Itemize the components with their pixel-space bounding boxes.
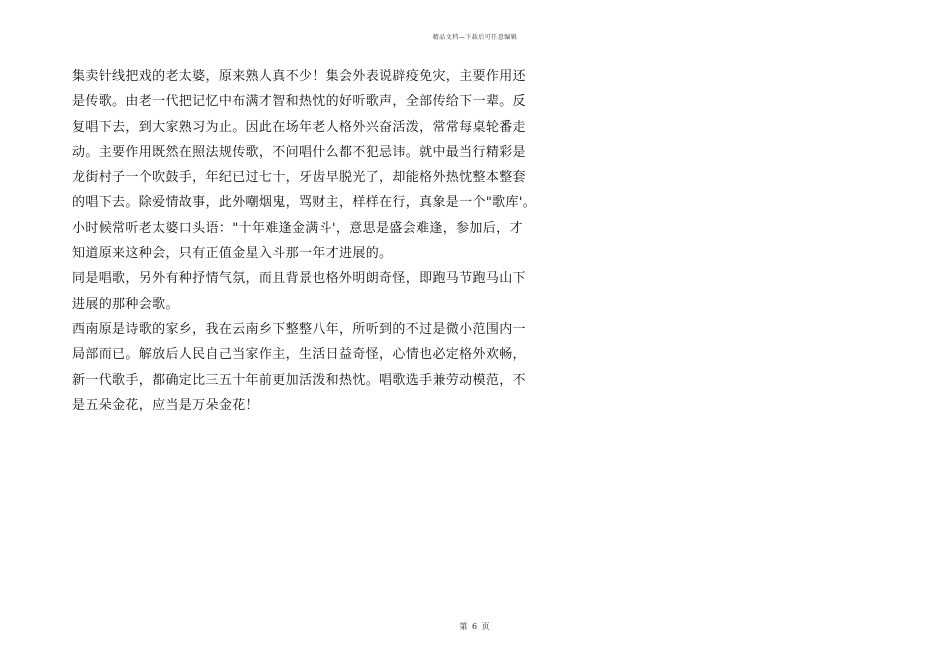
text-line: 新一代歌手，都确定比三五十年前更加活泼和热忱。唱歌选手兼劳动模范，不: [72, 372, 526, 388]
text-line: 动。主要作用既然在照法规传歌，不问唱什么都不犯忌讳。就中最当行精彩是: [72, 144, 526, 160]
text-line: 的唱下去。除爱情故事，此外嘲烟鬼，骂财主，样样在行，真象是一个"歌库'。: [72, 195, 537, 211]
text-line: 龙街村子一个吹鼓手，年纪已过七十，牙齿早脱光了，却能格外热忱整本整套: [72, 170, 526, 186]
page-number: 第 6 页: [459, 622, 491, 631]
text-line: 复唱下去，到大家熟习为止。因此在场年老人格外兴奋活泼，常常每桌轮番走: [72, 119, 526, 135]
text-line: 小时候常听老太婆口头语："十年难逢金满斗'，意思是盛会难逢，参加后，才: [72, 220, 523, 236]
text-line: 同是唱歌，另外有种抒情气氛，而且背景也格外明朗奇怪，即跑马节跑马山下: [72, 271, 526, 287]
body-text: [72, 64, 537, 418]
text-line: 知道原来这种会，只有正值金星入斗那一年才进展的。: [72, 246, 393, 262]
text-line: 进展的那种会歌。: [72, 296, 179, 312]
text-line: 西南原是诗歌的家乡，我在云南乡下整整八年，所听到的不过是微小范围内一: [72, 321, 526, 337]
text-line: 是五朵金花，应当是万朵金花！: [72, 397, 259, 413]
page-header: 精品文档—下载后可任意编辑: [432, 34, 518, 41]
text-line: 集卖针线把戏的老太婆，原来熟人真不少！集会外表说辟疫免灾，主要作用还: [72, 69, 526, 84]
text-line: 局部而已。解放后人民自己当家作主，生活日益奇怪，心情也必定格外欢畅，: [72, 347, 526, 363]
text-line: 是传歌。由老一代把记忆中布满才智和热忱的好听歌声，全部传给下一辈。反: [72, 94, 526, 110]
